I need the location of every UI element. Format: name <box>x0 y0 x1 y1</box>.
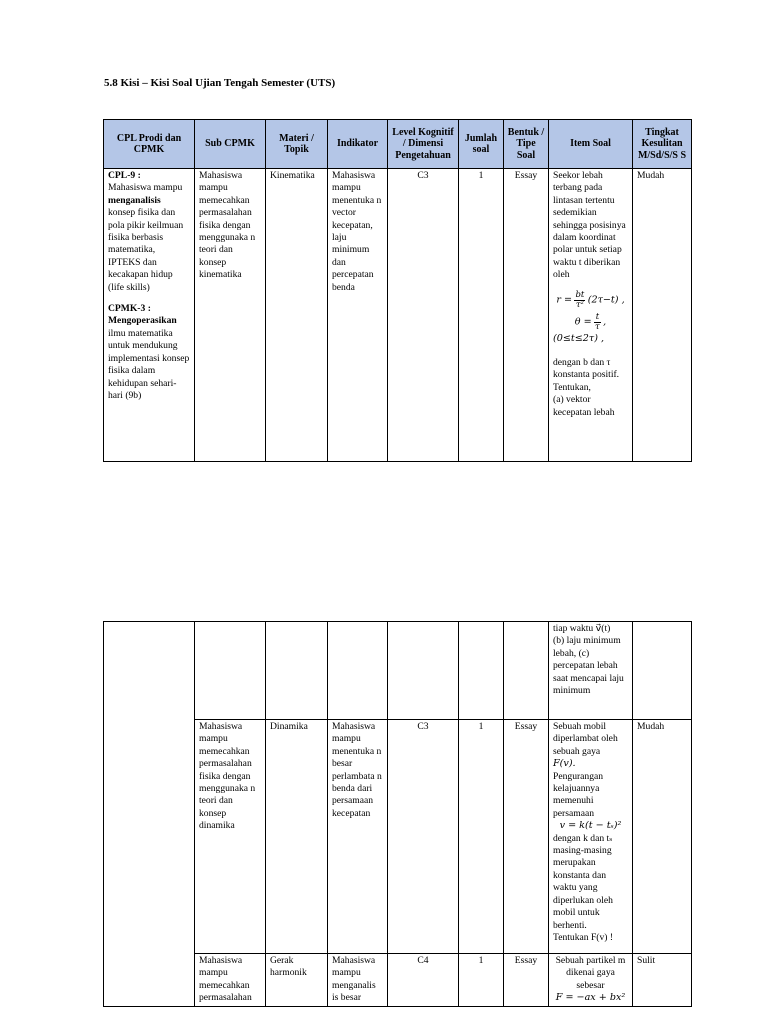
item-force: F(v). <box>553 758 576 770</box>
item-soal-cell <box>549 954 633 1007</box>
materi-cell: Dinamika <box>266 720 328 954</box>
table-row <box>104 622 692 720</box>
item-soal-cell <box>549 169 633 462</box>
item-text-1: Sebuah partikel m dikenai gaya sebesar <box>555 955 626 991</box>
cpl9-text-pre: Mahasiswa mampu <box>108 182 183 194</box>
sub-cpmk-cell: Mahasiswa mampu memecahkan permasalahan fisika dengan menggunaka n teori dan konsep kinematika <box>195 169 266 462</box>
item-intro: Seekor lebah terbang pada lintasan tertentu sedemikian sehingga posisinya dalam koordinat polar untuk setiap waktu t diberikan oleh <box>553 170 626 281</box>
equation-force: F = −ax + bx² <box>555 992 626 1004</box>
item-part-a: (a) vektor kecepatan lebah <box>553 394 615 418</box>
equation-range: (0≤t≤2τ) , <box>553 332 605 344</box>
header-jumlah: Jumlah soal <box>459 120 504 169</box>
item-text-3: dengan k dan tₛ masing-masing merupakan konstanta dan waktu yang diperlukan oleh mobil untuk berhenti. <box>553 832 613 931</box>
item-continued-eq: tiap waktu v⃗(t) <box>553 623 611 634</box>
indikator-cell: Mahasiswa mampu menentuka n besar perlambata n benda dari persamaan kecepatan <box>328 720 388 954</box>
header-item-soal: Item Soal <box>549 120 633 169</box>
tingkat-cell: Mudah <box>633 720 692 954</box>
kisi-kisi-table-part-1 <box>103 119 692 462</box>
item-text-4: Tentukan F(v) ! <box>553 931 614 943</box>
equation-r: r = $\frac{bt}{\text{τ²}}$ (2τ−t) , <box>556 289 625 310</box>
header-cpl: CPL Prodi dan CPMK <box>104 120 195 169</box>
header-sub-cpmk: Sub CPMK <box>195 120 266 169</box>
indikator-cell: Mahasiswa mampu menganalis is besar <box>328 954 388 1007</box>
header-tingkat: Tingkat Kesulitan M/Sd/S/S S <box>633 120 692 169</box>
equation-theta: θ = $\frac{t}{\tau}$ , <box>574 311 607 332</box>
tingkat-cell: Sulit <box>633 954 692 1007</box>
item-soal-cell <box>549 720 633 954</box>
header-bentuk: Bentuk / Tipe Soal <box>504 120 549 169</box>
cpl-cell-continued <box>104 622 195 1007</box>
cpl9-label: CPL-9 : <box>108 170 141 181</box>
level-cell: C3 <box>388 720 459 954</box>
cpmk3-label: CPMK-3 : <box>108 303 151 315</box>
bentuk-cell: Essay <box>504 720 549 954</box>
item-soal-cell-continued <box>549 622 633 720</box>
header-level: Level Kognitif / Dimensi Pengetahuan <box>388 120 459 169</box>
cpl-cell <box>104 169 195 462</box>
bentuk-cell: Essay <box>504 954 549 1007</box>
table-header-row <box>104 120 692 169</box>
item-after: dengan b dan τ konstanta positif. Tentukan, <box>553 357 620 393</box>
cpmk3-text-post: ilmu matematika untuk mendukung implementasi konsep fisika dalam kehidupan sehari-hari (9b) <box>108 327 190 401</box>
materi-cell: Gerak harmonik <box>266 954 328 1007</box>
bentuk-cell: Essay <box>504 169 549 462</box>
cpl9-text-bold: menganalisis <box>108 194 161 206</box>
level-cell: C3 <box>388 169 459 462</box>
item-text-1: Sebuah mobil diperlambat oleh sebuah gaya <box>553 721 618 757</box>
item-continued-rest: (b) laju minimum lebah, (c) percepatan lebah saat mencapai laju minimum <box>553 635 624 697</box>
equation-velocity: v = k(t − tₛ)² <box>559 820 622 832</box>
materi-cell: Kinematika <box>266 169 328 462</box>
cpmk3-text-bold: Mengoperasikan <box>108 315 177 327</box>
table-row <box>104 169 692 462</box>
header-indikator: Indikator <box>328 120 388 169</box>
header-materi: Materi / Topik <box>266 120 328 169</box>
kisi-kisi-table-part-2 <box>103 621 692 1007</box>
jumlah-cell: 1 <box>459 720 504 954</box>
indikator-cell: Mahasiswa mampu menentuka n vector kecepatan, laju minimum dan percepatan benda <box>328 169 388 462</box>
item-text-2: Pengurangan kelajuannya memenuhi persamaan <box>553 770 604 819</box>
cpl9-text-post: konsep fisika dan pola pikir keilmuan fisika berbasis matematika, IPTEKS dan kecakapan hidup (life skills) <box>108 207 184 293</box>
level-cell: C4 <box>388 954 459 1007</box>
jumlah-cell: 1 <box>459 954 504 1007</box>
section-title: 5.8 Kisi – Kisi Soal Ujian Tengah Semester (UTS) <box>104 77 336 89</box>
sub-cpmk-cell: Mahasiswa mampu memecahkan permasalahan <box>195 954 266 1007</box>
tingkat-cell: Mudah <box>633 169 692 462</box>
jumlah-cell: 1 <box>459 169 504 462</box>
sub-cpmk-cell: Mahasiswa mampu memecahkan permasalahan fisika dengan menggunaka n teori dan konsep dinamika <box>195 720 266 954</box>
